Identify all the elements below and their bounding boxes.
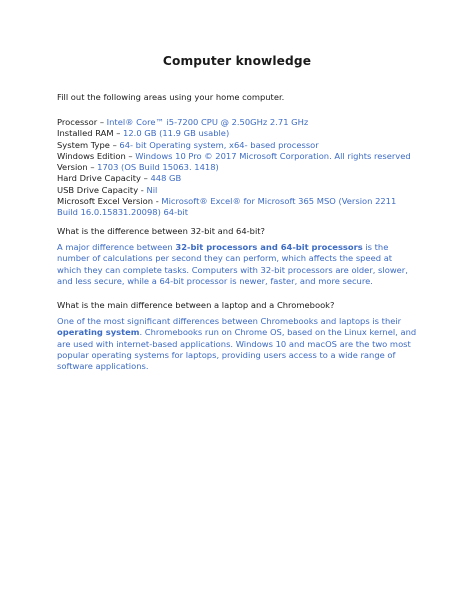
spec-label: Processor – xyxy=(57,117,107,127)
spec-value: 1703 (OS Build 15063. 1418) xyxy=(97,162,219,173)
spec-label: Windows Edition – xyxy=(57,150,136,161)
spec-hard-drive xyxy=(57,173,417,184)
spec-system-type xyxy=(57,140,417,151)
spec-label: Microsoft Excel Version - xyxy=(57,196,162,207)
spec-value: Windows 10 Pro © 2017 Microsoft Corporation. All rights reserved xyxy=(135,150,411,161)
spec-label: USB Drive Capacity - xyxy=(57,184,147,195)
spec-windows-edition xyxy=(57,151,417,162)
spec-value: 64- bit Operating system, x64- based processor xyxy=(119,139,319,150)
answer-1-pre: A major difference between xyxy=(57,242,176,252)
answer-1-bold: 32-bit processors and 64-bit processors xyxy=(175,242,363,252)
spec-value: Nil xyxy=(146,184,158,195)
question-2: What is the main difference between a laptop and a Chromebook? xyxy=(57,300,335,310)
spec-value: Microsoft® Excel® for Microsoft 365 MSO (Version 2211 xyxy=(161,196,397,207)
spec-version xyxy=(57,162,417,173)
spec-value: Build 16.0.15831.20098) 64-bit xyxy=(57,207,188,218)
answer-2-pre: One of the most significant differences between Chromebooks and laptops is their xyxy=(57,316,402,326)
spec-excel-version-cont xyxy=(57,207,417,218)
spec-ram xyxy=(57,128,417,139)
question-1: What is the difference between 32-bit and 64-bit? xyxy=(57,226,265,236)
answer-2 xyxy=(57,316,417,372)
spec-value: 12.0 GB (11.9 GB usable) xyxy=(123,128,230,139)
page-title: Computer knowledge xyxy=(162,54,312,68)
answer-2-post: . Chromebooks run on Chrome OS, based on the Linux kernel, and are used with internet-based applications. Windows 10 and macOS are the two most popular operating systems for laptops, providing users access to a wide range of software applications. xyxy=(57,327,417,372)
spec-processor xyxy=(57,117,417,128)
spec-label: Hard Drive Capacity – xyxy=(57,173,151,184)
answer-1-post: is the number of calculations per second they can perform, which affects the speed at which they can complete tasks. Computers with 32-bit processors are older, slower, and less secure, while a 64-bit processor is newer, faster, and more secure. xyxy=(57,242,408,286)
spec-usb-drive xyxy=(57,185,417,196)
answer-1 xyxy=(57,242,417,287)
spec-label: System Type – xyxy=(57,139,120,150)
spec-label: Installed RAM – xyxy=(57,128,124,139)
spec-excel-version xyxy=(57,196,417,207)
spec-value: Intel® Core™ i5-7200 CPU @ 2.50GHz 2.71 GHz xyxy=(106,117,309,127)
spec-value: 448 GB xyxy=(150,173,182,184)
specs-list xyxy=(57,117,417,219)
spec-label: Version – xyxy=(57,162,98,173)
instructions-text: Fill out the following areas using your home computer. xyxy=(57,92,285,102)
answer-2-bold: operating system xyxy=(57,327,140,338)
